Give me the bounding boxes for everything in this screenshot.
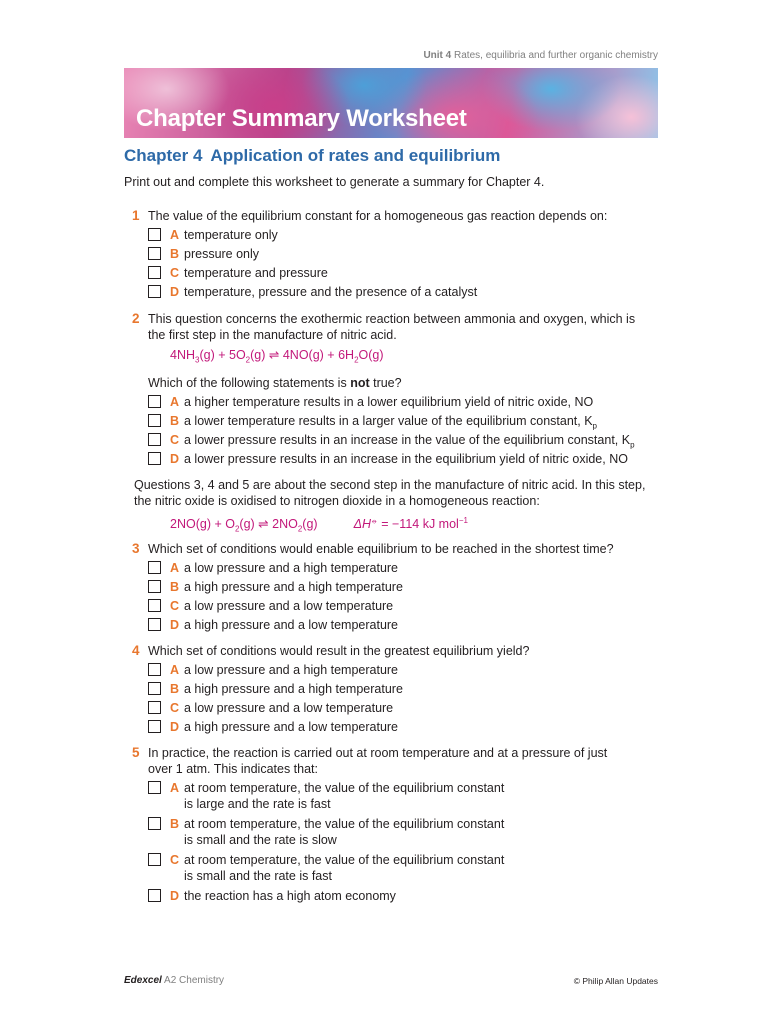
option-row [148,617,644,636]
option-text: at room temperature, the value of the equilibrium constant is small and the rate is fast [184,853,505,883]
answer-checkbox[interactable] [148,701,161,714]
question-number: 5 [132,745,140,760]
footer-publisher: Edexcel [124,975,162,986]
option-row [148,852,644,888]
transition-paragraph [134,477,654,544]
option-row [148,780,644,816]
option-row [148,888,644,907]
answer-checkbox[interactable] [148,452,161,465]
option-text: temperature and pressure [184,266,328,280]
option-text: temperature, pressure and the presence of a catalyst [184,285,478,299]
answer-checkbox[interactable] [148,247,161,260]
equilibrium-arrow: ⇌ [258,517,269,532]
answer-checkbox[interactable] [148,433,161,446]
option-row [148,451,644,470]
option-row [148,413,644,432]
option-row [148,681,644,700]
answer-checkbox[interactable] [148,853,161,866]
footer-left [124,975,224,986]
option-letter: B [170,413,180,428]
option-row [148,579,644,598]
option-text: a higher temperature results in a lower equilibrium yield of nitric oxide, NO [184,394,594,409]
option-text: a low pressure and a low temperature [184,701,394,715]
option-row [148,394,644,413]
option-letter: D [170,618,180,632]
chapter-title: Application of rates and equilibrium [210,146,501,165]
option-text: at room temperature, the value of the equilibrium constant is large and the rate is fast [184,781,505,811]
option-letter: D [170,720,180,734]
option-row [148,662,644,681]
option-text: a low pressure and a high temperature [184,561,399,575]
option-text: a lower temperature results in a larger value of the equilibrium constant, $K_p$ [184,413,597,430]
question-stem: Which set of conditions would result in the greatest equilibrium yield? [148,644,530,658]
option-letter: A [170,561,180,575]
question-1 [124,208,644,303]
option-text: a high pressure and a low temperature [184,720,399,734]
question-number: 4 [132,643,140,658]
option-text: a low pressure and a low temperature [184,599,394,613]
running-head [423,50,658,61]
option-row [148,719,644,738]
option-letter: D [170,451,180,466]
question-stem: This question concerns the exothermic reaction between ammonia and oxygen, which is the first step in the manufacture of nitric acid. [148,312,636,342]
option-letter: A [170,663,180,677]
option-letter: B [170,247,180,261]
intro-text: Print out and complete this worksheet to generate a summary for Chapter 4. [124,175,545,189]
chapter-number: Chapter 4 [124,146,203,165]
answer-checkbox[interactable] [148,395,161,408]
option-letter: C [170,266,180,280]
answer-checkbox[interactable] [148,618,161,631]
option-letter: C [170,599,180,613]
transition-text: Questions 3, 4 and 5 are about the second step in the manufacture of nitric acid. In this step, the nitric oxide is oxidised to nitrogen dioxide in a homogeneous reaction: [134,478,646,508]
option-letter: A [170,394,180,409]
nitric-oxide-equation: $2NO(g) + O_2(g)$ ⇌ $2NO_2(g) \Delta H^⦵ = -114$ kJ mol$^{-1}$ [170,516,468,534]
running-head-unit: Unit 4 [423,50,452,61]
answer-checkbox[interactable] [148,817,161,830]
answer-checkbox[interactable] [148,285,161,298]
option-letter: C [170,432,180,447]
answer-checkbox[interactable] [148,663,161,676]
option-row [148,246,644,265]
question-2 [124,311,644,470]
option-letter: D [170,889,180,903]
answer-checkbox[interactable] [148,682,161,695]
option-text: a high pressure and a high temperature [184,580,403,594]
running-head-title: Rates, equilibria and further organic chemistry [454,50,658,61]
answer-checkbox[interactable] [148,228,161,241]
option-letter: B [170,682,180,696]
footer-copyright: © Philip Allan Updates [573,976,658,986]
answer-checkbox[interactable] [148,414,161,427]
question-stem: Which set of conditions would enable equilibrium to be reached in the shortest time? [148,542,614,556]
question-3 [124,541,644,636]
option-text: a high pressure and a high temperature [184,682,403,696]
option-row [148,816,644,852]
question-number: 2 [132,311,140,326]
option-text: temperature only [184,228,278,242]
question-5 [124,745,644,907]
option-row [148,700,644,719]
question-stem: The value of the equilibrium constant for a homogeneous gas reaction depends on: [148,209,608,223]
option-letter: C [170,701,180,715]
option-row [148,598,644,617]
answer-checkbox[interactable] [148,781,161,794]
chapter-heading [124,146,500,166]
option-row [148,227,644,246]
banner-title: Chapter Summary Worksheet [136,105,467,132]
question-number: 1 [132,208,140,223]
answer-checkbox[interactable] [148,599,161,612]
chapter-banner [124,68,658,138]
option-text: a high pressure and a low temperature [184,618,399,632]
option-row [148,560,644,579]
option-letter: B [170,580,180,594]
question-prompt: Which of the following statements is not true? [148,375,402,390]
question-number: 3 [132,541,140,556]
question-stem: In practice, the reaction is carried out at room temperature and at a pressure of just over 1 atm. This indicates that: [148,746,608,776]
option-text: a lower pressure results in an increase in the value of the equilibrium constant, $K_p$ [184,432,635,449]
question-4 [124,643,644,738]
option-letter: A [170,781,180,795]
option-letter: C [170,853,180,867]
footer-course: A2 Chemistry [164,975,225,986]
option-text: at room temperature, the value of the equilibrium constant is small and the rate is slow [184,817,505,847]
option-row [148,284,644,303]
answer-checkbox[interactable] [148,889,161,902]
ammonia-equation: $4NH_3(g) + 5O_2(g)$ ⇌ $4NO(g) + 6H_2O(g)$ [170,348,384,365]
option-letter: B [170,817,180,831]
answer-checkbox[interactable] [148,720,161,733]
equilibrium-arrow: ⇌ [268,348,280,362]
option-letter: D [170,285,180,299]
answer-checkbox[interactable] [148,561,161,574]
option-text: the reaction has a high atom economy [184,889,396,903]
option-row [148,265,644,284]
answer-checkbox[interactable] [148,266,161,279]
option-letter: A [170,228,180,242]
option-row [148,432,644,451]
option-text: pressure only [184,247,260,261]
option-text: a low pressure and a high temperature [184,663,399,677]
answer-checkbox[interactable] [148,580,161,593]
option-text: a lower pressure results in an increase in the equilibrium yield of nitric oxide, NO [184,451,628,466]
